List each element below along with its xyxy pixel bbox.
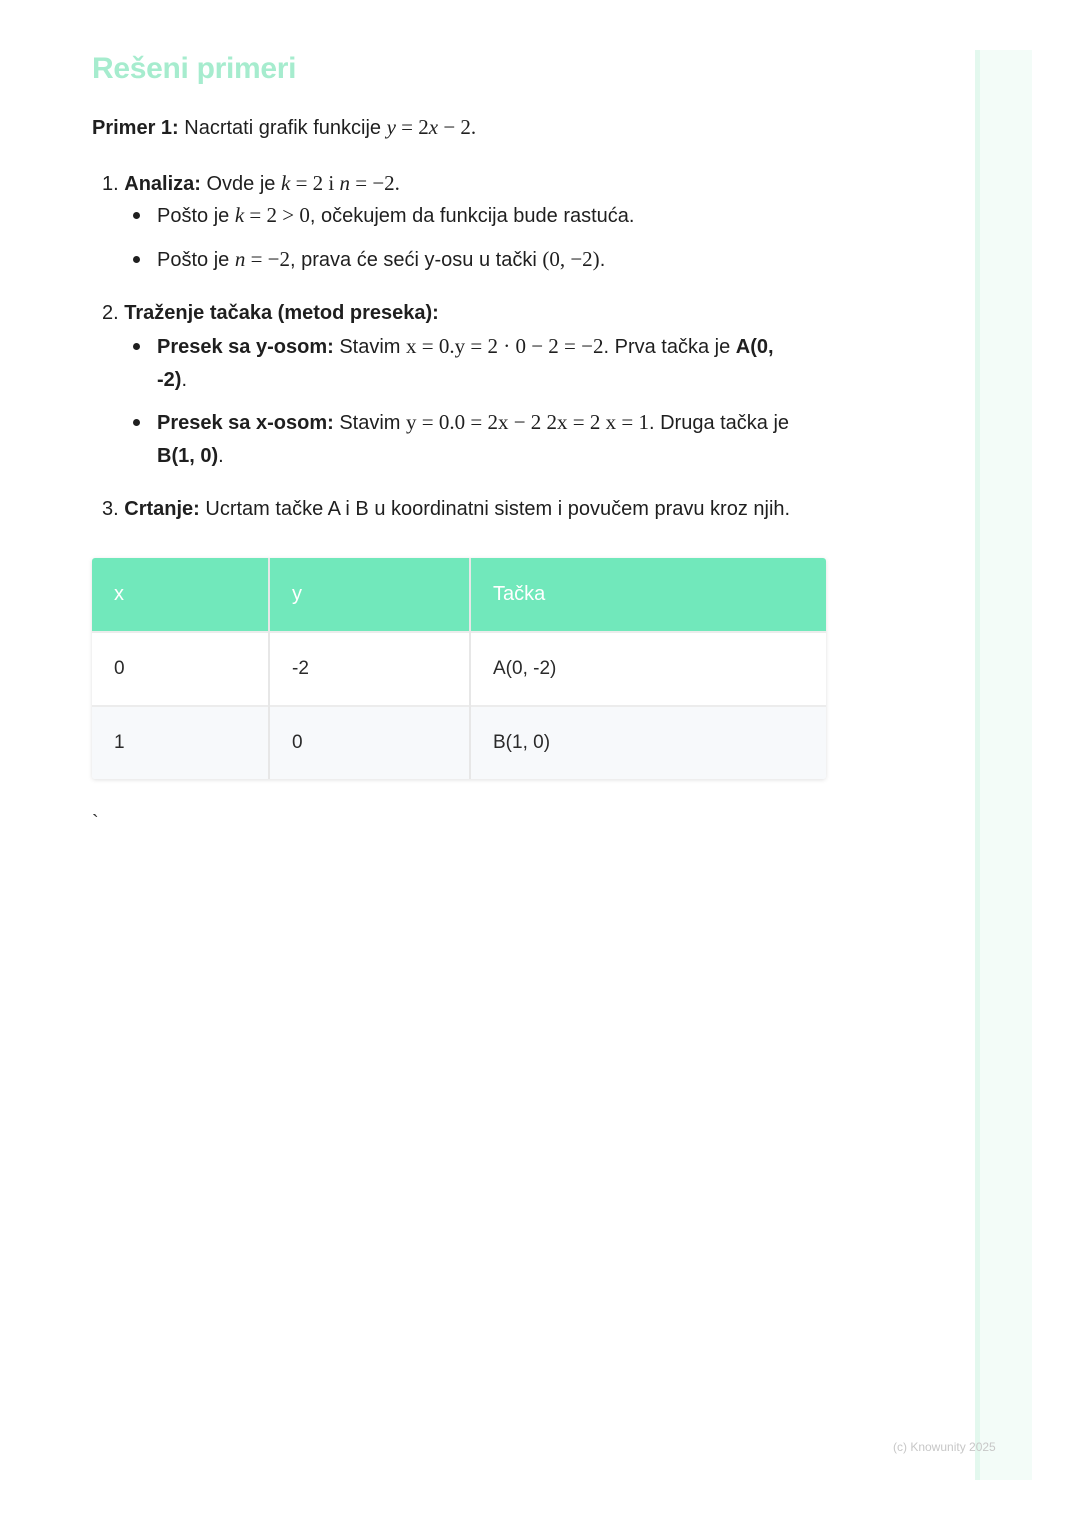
step-1-math: k = 2 i n = −2.	[280, 171, 400, 195]
primer-formula: y = 2x − 2.	[386, 115, 477, 139]
step-2-number: 2.	[102, 302, 119, 324]
page-title: Rešeni primeri	[92, 52, 297, 85]
cell-x: 1	[92, 706, 269, 779]
header-point: Tačka	[470, 558, 826, 632]
table-row	[92, 632, 826, 706]
right-margin-strip	[975, 50, 1032, 1480]
header-x: x	[92, 558, 269, 632]
primer-label: Primer 1:	[92, 117, 179, 139]
cell-point: A(0, -2)	[470, 632, 826, 706]
step-1-number: 1.	[102, 173, 119, 195]
step-1-label: Analiza:	[124, 173, 201, 195]
step-2-label: Traženje tačaka (metod preseka):	[124, 302, 439, 324]
step-1-bullet-2: Pošto je n = −2, prava će seći y-osu u tački (0, −2).	[157, 243, 605, 277]
cell-y: 0	[269, 706, 470, 779]
table-header-row	[92, 558, 826, 632]
table-row	[92, 706, 826, 779]
step-2-bullet-2: Presek sa x-osom: Stavim y = 0.0 = 2x − 2 2x = 2 x = 1. Druga tačka je B(1, 0).	[157, 406, 827, 473]
step-3-number: 3.	[102, 498, 119, 520]
footer-copyright: (c) Knowunity 2025	[893, 1440, 996, 1454]
step-2	[102, 297, 439, 330]
cell-point: B(1, 0)	[470, 706, 826, 779]
primer-text: Nacrtati grafik funkcije	[178, 117, 387, 139]
step-3-label: Crtanje:	[124, 498, 200, 520]
primer-line	[92, 111, 476, 145]
header-y: y	[269, 558, 470, 632]
cell-y: -2	[269, 632, 470, 706]
points-table	[92, 558, 826, 779]
step-3: 3. Crtanje: Ucrtam tačke A i B u koordinatni sistem i povučem pravu kroz njih.	[102, 498, 791, 520]
step-1: 1. Analiza: Ovde je k = 2 i n = −2.	[102, 171, 400, 195]
stray-backtick: `	[92, 812, 99, 834]
step-2-bullet-1: Presek sa y-osom: Stavim x = 0.y = 2 · 0 − 2 = −2. Prva tačka je A(0, -2).	[157, 330, 817, 397]
cell-x: 0	[92, 632, 269, 706]
step-1-bullet-1: Pošto je k = 2 > 0, očekujem da funkcija bude rastuća.	[157, 199, 634, 233]
